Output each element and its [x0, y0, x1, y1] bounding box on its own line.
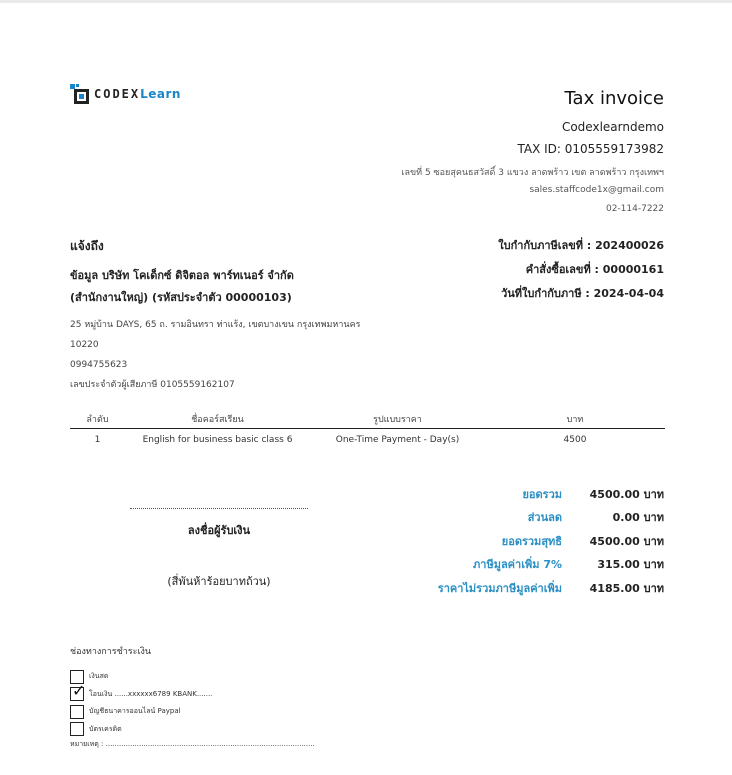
recipient-address-line1: 25 หมู่บ้าน DAYS, 65 ถ. รามอินทรา ท่าแร้ง, เขตบางเขน กรุงเทพมหานคร	[70, 320, 361, 330]
invoice-info-block	[498, 234, 664, 306]
total-label: ยอดรวม	[522, 487, 562, 501]
discount-value: 0.00 บาท	[612, 511, 664, 525]
column-header-index: ลำดับ	[86, 414, 109, 425]
pre-vat-value: 4185.00 บาท	[589, 581, 664, 595]
cell-index: 1	[94, 435, 101, 445]
recipient-address-line2: 10220	[70, 340, 99, 350]
seller-phone: 02-114-7222	[605, 204, 664, 214]
logo-text	[94, 87, 181, 101]
table-row	[70, 429, 665, 451]
recipient-name: ข้อมูล บริษัท โคเด็กซ์ ดิจิตอล พาร์ทเนอร์ จำกัด	[70, 269, 294, 282]
payment-option-label: เงินสด	[89, 672, 109, 681]
payment-methods	[70, 644, 315, 750]
signature-block	[130, 508, 308, 539]
recipient-branch: (สำนักงานใหญ่) (รหัสประจำตัว 00000103)	[70, 291, 292, 304]
payment-option-label: โอนเงิน ......xxxxxx6789 KBANK.......	[89, 689, 213, 698]
recipient-title: แจ้งถึง	[70, 239, 104, 253]
vat-row	[332, 553, 664, 577]
remark-line: หมายเหตุ : ..............................................................................................	[70, 740, 315, 748]
amount-in-words: (สี่พันห้าร้อยบาทถ้วน)	[167, 575, 271, 588]
payment-option-label: บัญชีธนาคารออนไลน์ Paypal	[89, 707, 181, 716]
payment-title: ช่องทางการชำระเงิน	[70, 647, 152, 657]
logo-text-accent: Learn	[140, 87, 181, 101]
column-header-pricing: รูปแบบราคา	[373, 414, 422, 425]
document-title: Tax invoice	[564, 88, 664, 109]
pre-vat-row	[332, 576, 664, 600]
top-border	[0, 0, 732, 3]
seller-email: sales.staffcode1x@gmail.com	[529, 185, 664, 195]
company-logo	[70, 83, 181, 105]
order-number: คำสั่งซื้อเลขที่ : 00000161	[525, 263, 664, 276]
vat-value: 315.00 บาท	[597, 558, 664, 572]
cell-course: English for business basic class 6	[142, 435, 293, 445]
seller-tax-id: TAX ID: 0105559173982	[517, 142, 664, 156]
net-total-label: ยอดรวมสุทธิ	[501, 534, 562, 548]
column-header-course: ชื่อคอร์สเรียน	[191, 414, 244, 425]
checkbox[interactable]	[70, 681, 86, 701]
invoice-number: ใบกำกับภาษีเลขที่ : 202400026	[498, 239, 664, 252]
checkmark-icon: ✓	[72, 681, 86, 701]
recipient-tax-id: เลขประจำตัวผู้เสียภาษี 0105559162107	[70, 380, 235, 390]
payment-option-label: บัตรเครดิต	[89, 724, 122, 733]
payment-option-cash	[70, 668, 315, 686]
codex-logo-icon	[70, 84, 90, 104]
payment-option-credit-card	[70, 721, 315, 739]
total-row	[332, 482, 664, 506]
vat-label: ภาษีมูลค่าเพิ่ม 7%	[473, 558, 562, 572]
logo-text-main: CODEX	[94, 87, 141, 101]
discount-row	[332, 506, 664, 530]
checkbox[interactable]	[70, 705, 84, 719]
signature-line	[130, 508, 308, 509]
totals-block	[332, 482, 664, 600]
discount-label: ส่วนลด	[527, 511, 562, 525]
items-table	[70, 409, 665, 451]
cell-pricing: One-Time Payment - Day(s)	[335, 435, 460, 445]
recipient-phone: 0994755623	[70, 360, 128, 370]
invoice-date: วันที่ใบกำกับภาษี : 2024-04-04	[501, 287, 664, 300]
cell-amount: 4500	[563, 435, 587, 445]
total-value: 4500.00 บาท	[589, 487, 664, 501]
payment-option-paypal	[70, 703, 315, 721]
seller-address: เลขที่ 5 ซอยสุคนธสวัสดิ์ 3 แขวง ลาดพร้าว เขต ลาดพร้าว กรุงเทพฯ	[401, 168, 664, 178]
checkbox[interactable]	[70, 722, 84, 736]
column-header-amount: บาท	[566, 414, 584, 425]
signature-label: ลงชื่อผู้รับเงิน	[187, 524, 251, 537]
recipient-block	[70, 237, 400, 395]
payment-option-transfer	[70, 681, 315, 704]
items-table-header	[70, 409, 665, 429]
pre-vat-label: ราคาไม่รวมภาษีมูลค่าเพิ่ม	[437, 581, 562, 595]
net-total-row	[332, 529, 664, 553]
seller-company-name: Codexlearndemo	[561, 120, 664, 134]
net-total-value: 4500.00 บาท	[589, 534, 664, 548]
